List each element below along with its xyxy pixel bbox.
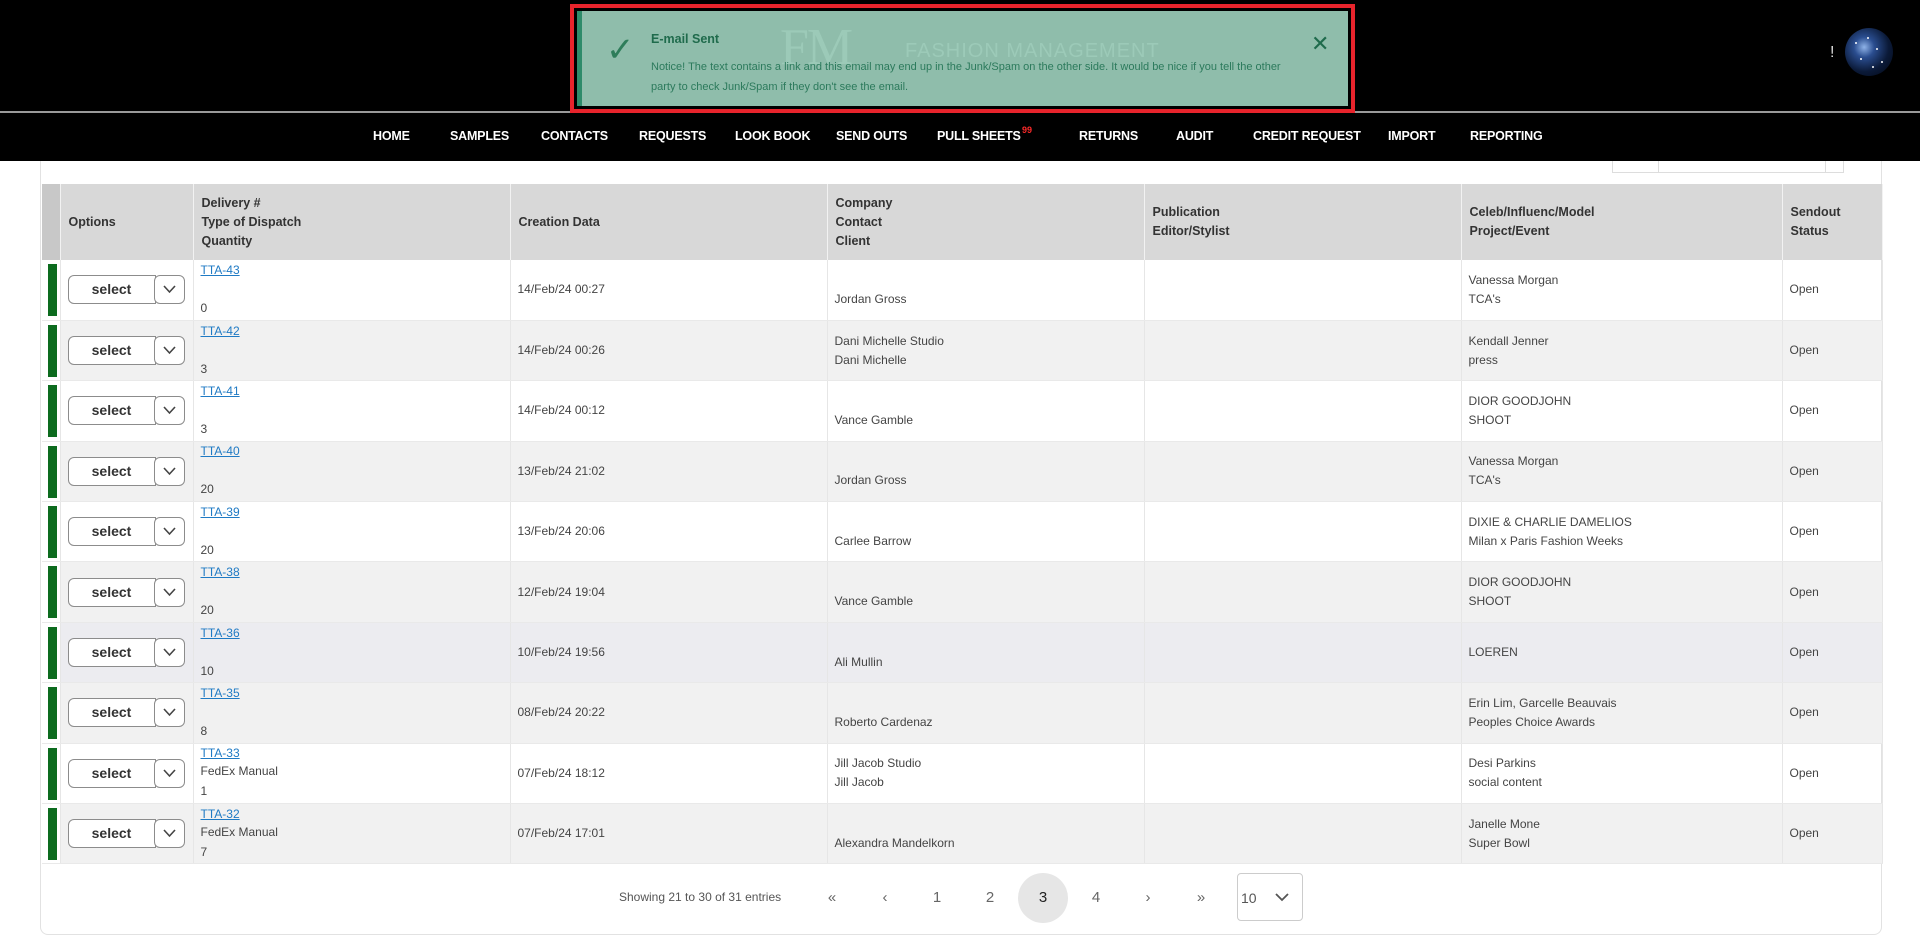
table-row	[42, 743, 1882, 803]
check-icon: ✓	[606, 31, 635, 69]
celeb-cell	[1461, 381, 1782, 441]
select-dropdown-button[interactable]	[154, 819, 185, 848]
sendout-status-cell: Open	[1782, 441, 1882, 501]
row-marker	[42, 743, 60, 803]
delivery-link[interactable]: TTA-42	[200, 323, 240, 338]
delivery-cell	[193, 381, 510, 441]
quantity: 3	[200, 361, 208, 376]
select-button[interactable]: select	[68, 578, 156, 607]
row-marker	[42, 622, 60, 682]
row-marker	[42, 260, 60, 320]
creation-date-cell: 08/Feb/24 20:22	[510, 683, 827, 743]
options-cell	[60, 381, 193, 441]
sendout-status-cell: Open	[1782, 502, 1882, 562]
project-event: Peoples Choice Awards	[1468, 714, 1596, 729]
chevron-down-icon	[163, 769, 176, 778]
sendout-status-header[interactable]: Sendout Status	[1782, 184, 1882, 260]
celeb-name: Janelle Mone	[1468, 816, 1540, 831]
nav-home[interactable]: HOME	[373, 129, 410, 143]
nav-contacts[interactable]: CONTACTS	[541, 129, 608, 143]
delivery-cell	[193, 502, 510, 562]
creation-date-cell: 13/Feb/24 21:02	[510, 441, 827, 501]
company-cell	[827, 502, 1144, 562]
select-control	[68, 819, 188, 848]
chevron-down-icon	[163, 346, 176, 355]
project-event: TCA's	[1468, 473, 1501, 488]
publication-cell	[1144, 683, 1461, 743]
contact-name: Jordan Gross	[834, 473, 907, 488]
sendout-status-cell: Open	[1782, 683, 1882, 743]
select-button[interactable]: select	[68, 275, 156, 304]
nav-send-outs[interactable]: SEND OUTS	[836, 129, 908, 143]
options-cell	[60, 562, 193, 622]
row-status-marker	[48, 687, 57, 739]
sendout-status-cell: Open	[1782, 804, 1882, 864]
delivery-link[interactable]: TTA-33	[200, 746, 240, 761]
contact-name: Jordan Gross	[834, 291, 907, 306]
row-status-marker	[48, 385, 57, 437]
options-cell	[60, 622, 193, 682]
row-marker	[42, 683, 60, 743]
select-control	[68, 759, 188, 788]
select-control	[68, 457, 188, 486]
table-search-box[interactable]	[1612, 161, 1844, 173]
options-cell	[60, 441, 193, 501]
quantity: 20	[200, 603, 214, 618]
toast-message: Notice! The text contains a link and this email may end up in the Junk/Spam on the other side. It would be nice if you tell the other party to check Junk/Spam if they don't see the email.	[651, 61, 1281, 93]
table-header-row	[42, 184, 1882, 260]
delivery-header[interactable]: Delivery # Type of Dispatch Quantity	[193, 184, 510, 260]
creation-date-cell: 12/Feb/24 19:04	[510, 562, 827, 622]
celeb-cell	[1461, 804, 1782, 864]
quantity: 8	[200, 723, 208, 738]
nav-samples[interactable]: SAMPLES	[450, 129, 510, 143]
pagination	[0, 873, 1920, 923]
first-page-button[interactable]: «	[827, 889, 837, 906]
publication-cell	[1144, 441, 1461, 501]
select-dropdown-button[interactable]	[154, 396, 185, 425]
company-name: Dani Michelle Studio	[834, 333, 944, 348]
company-header[interactable]: Company Contact Client	[827, 184, 1144, 260]
sendout-status-cell: Open	[1782, 743, 1882, 803]
contact-name: Vance Gamble	[834, 412, 913, 427]
contact-name: Carlee Barrow	[834, 533, 912, 548]
quantity: 7	[200, 844, 208, 859]
select-button[interactable]: select	[68, 698, 156, 727]
last-page-button[interactable]: »	[1196, 889, 1206, 906]
dispatch-type: FedEx Manual	[200, 764, 278, 779]
table-row	[42, 683, 1882, 743]
options-cell	[60, 260, 193, 320]
delivery-link[interactable]: TTA-40	[200, 444, 240, 459]
quantity: 20	[200, 542, 214, 557]
delivery-cell	[193, 804, 510, 864]
celeb-name: Vanessa Morgan	[1468, 454, 1559, 469]
table-row	[42, 502, 1882, 562]
select-dropdown-button[interactable]	[154, 638, 185, 667]
sendout-status-cell: Open	[1782, 320, 1882, 380]
company-name: Jill Jacob Studio	[834, 756, 922, 771]
celeb-name: Vanessa Morgan	[1468, 272, 1559, 287]
quantity: 20	[200, 482, 214, 497]
user-avatar[interactable]	[1845, 28, 1893, 76]
celeb-cell	[1461, 683, 1782, 743]
select-control	[68, 698, 188, 727]
project-event: Super Bowl	[1468, 835, 1530, 850]
company-cell	[827, 622, 1144, 682]
select-button[interactable]: select	[68, 638, 156, 667]
celeb-name: Erin Lim, Garcelle Beauvais	[1468, 695, 1617, 710]
delivery-cell	[193, 441, 510, 501]
nav-requests[interactable]: REQUESTS	[639, 129, 707, 143]
company-cell	[827, 804, 1144, 864]
main-nav	[0, 113, 1920, 161]
row-marker	[42, 320, 60, 380]
celeb-name: DIOR GOODJOHN	[1468, 393, 1572, 408]
row-status-marker	[48, 446, 57, 498]
celeb-header[interactable]: Celeb/Influenc/Model Project/Event	[1461, 184, 1782, 260]
company-cell	[827, 381, 1144, 441]
publication-cell	[1144, 502, 1461, 562]
project-event: SHOOT	[1468, 594, 1512, 609]
select-control	[68, 336, 188, 365]
toast-title: E-mail Sent	[651, 32, 720, 46]
creation-date-cell: 07/Feb/24 17:01	[510, 804, 827, 864]
company-cell	[827, 260, 1144, 320]
delivery-cell	[193, 562, 510, 622]
select-button[interactable]: select	[68, 759, 156, 788]
page-1-button[interactable]: 1	[932, 889, 942, 906]
nav-returns[interactable]: RETURNS	[1079, 129, 1139, 143]
select-dropdown-button[interactable]	[154, 698, 185, 727]
chevron-down-icon	[163, 648, 176, 657]
publication-cell	[1144, 381, 1461, 441]
options-cell	[60, 502, 193, 562]
row-status-marker	[48, 325, 57, 377]
contact-name: Ali Mullin	[834, 654, 883, 669]
project-event: SHOOT	[1468, 412, 1512, 427]
delivery-cell	[193, 260, 510, 320]
entries-info: Showing 21 to 30 of 31 entries	[619, 890, 782, 904]
next-page-button[interactable]: ›	[1145, 889, 1151, 906]
contact-name: Roberto Cardenaz	[834, 714, 933, 729]
select-control	[68, 396, 188, 425]
dispatch-type: FedEx Manual	[200, 824, 278, 839]
quantity: 1	[200, 784, 208, 799]
delivery-link[interactable]: TTA-39	[200, 504, 240, 519]
table-row	[42, 381, 1882, 441]
project-event: TCA's	[1468, 291, 1501, 306]
publication-cell	[1144, 622, 1461, 682]
select-button[interactable]: select	[68, 819, 156, 848]
quantity: 3	[200, 421, 208, 436]
contact-name: Alexandra Mandelkorn	[834, 835, 955, 850]
celeb-cell	[1461, 260, 1782, 320]
table-row	[42, 441, 1882, 501]
creation-date-cell: 10/Feb/24 19:56	[510, 622, 827, 682]
table-row	[42, 804, 1882, 864]
company-cell	[827, 562, 1144, 622]
delivery-link[interactable]: TTA-36	[200, 625, 240, 640]
nav-import[interactable]: IMPORT	[1388, 129, 1436, 143]
row-marker	[42, 804, 60, 864]
page-2-button[interactable]: 2	[985, 889, 995, 906]
select-button[interactable]: select	[68, 457, 156, 486]
creation-data-header[interactable]: Creation Data	[510, 184, 827, 260]
chevron-down-icon	[163, 406, 176, 415]
row-status-marker	[48, 264, 57, 316]
creation-date-cell: 07/Feb/24 18:12	[510, 743, 827, 803]
table-row	[42, 562, 1882, 622]
options-cell	[60, 683, 193, 743]
table-row	[42, 320, 1882, 380]
select-dropdown-button[interactable]	[154, 517, 185, 546]
select-control	[68, 275, 188, 304]
select-control	[68, 578, 188, 607]
publication-cell	[1144, 804, 1461, 864]
celeb-cell	[1461, 743, 1782, 803]
select-dropdown-button[interactable]	[154, 457, 185, 486]
row-marker	[42, 441, 60, 501]
publication-cell	[1144, 743, 1461, 803]
email-sent-toast	[577, 11, 1348, 106]
table-row	[42, 260, 1882, 320]
row-status-marker	[48, 748, 57, 800]
select-button[interactable]: select	[68, 517, 156, 546]
company-cell	[827, 320, 1144, 380]
celeb-cell	[1461, 320, 1782, 380]
delivery-cell	[193, 320, 510, 380]
delivery-link[interactable]: TTA-43	[200, 262, 240, 277]
delivery-cell	[193, 683, 510, 743]
celeb-name: DIOR GOODJOHN	[1468, 575, 1572, 590]
row-status-marker	[48, 506, 57, 558]
creation-date-cell: 13/Feb/24 20:06	[510, 502, 827, 562]
row-marker	[42, 502, 60, 562]
delivery-cell	[193, 622, 510, 682]
chevron-down-icon	[163, 527, 176, 536]
row-status-marker	[48, 627, 57, 679]
publication-cell	[1144, 562, 1461, 622]
celeb-name: Kendall Jenner	[1468, 333, 1549, 348]
row-marker	[42, 381, 60, 441]
publication-cell	[1144, 260, 1461, 320]
chevron-down-icon	[1275, 893, 1289, 902]
sendout-status-cell: Open	[1782, 622, 1882, 682]
select-control	[68, 638, 188, 667]
project-event: press	[1468, 352, 1498, 367]
pull-sheets-badge: 99	[1022, 125, 1033, 135]
page-size-value: 10	[1241, 890, 1257, 906]
row-status-marker	[48, 566, 57, 618]
publication-header[interactable]: Publication Editor/Stylist	[1144, 184, 1461, 260]
row-marker	[42, 562, 60, 622]
creation-date-cell: 14/Feb/24 00:27	[510, 260, 827, 320]
options-cell	[60, 804, 193, 864]
celeb-name: LOEREN	[1468, 644, 1518, 659]
celeb-cell	[1461, 622, 1782, 682]
chevron-down-icon	[163, 829, 176, 838]
delivery-link[interactable]: TTA-41	[200, 383, 240, 398]
creation-date-cell: 14/Feb/24 00:12	[510, 381, 827, 441]
prev-page-button[interactable]: ‹	[882, 889, 888, 906]
page-4-button[interactable]: 4	[1091, 889, 1101, 906]
select-control	[68, 517, 188, 546]
project-event: social content	[1468, 775, 1542, 790]
celeb-cell	[1461, 441, 1782, 501]
delivery-cell	[193, 743, 510, 803]
company-cell	[827, 743, 1144, 803]
celeb-name: DIXIE & CHARLIE DAMELIOS	[1468, 514, 1632, 529]
nav-credit-request[interactable]: CREDIT REQUEST	[1253, 129, 1361, 143]
celeb-name: Desi Parkins	[1468, 756, 1536, 771]
nav-pull-sheets[interactable]: PULL SHEETS	[937, 129, 1021, 143]
options-header: Options	[60, 184, 193, 260]
nav-reporting[interactable]: REPORTING	[1470, 129, 1543, 143]
chevron-down-icon	[163, 708, 176, 717]
row-marker-header	[42, 184, 60, 260]
contact-name: Dani Michelle	[834, 352, 907, 367]
sendout-status-cell: Open	[1782, 260, 1882, 320]
select-button[interactable]: select	[68, 336, 156, 365]
select-dropdown-button[interactable]	[154, 578, 185, 607]
page-size-select[interactable]	[1237, 873, 1303, 921]
creation-date-cell: 14/Feb/24 00:26	[510, 320, 827, 380]
options-cell	[60, 743, 193, 803]
chevron-down-icon	[163, 588, 176, 597]
delivery-link[interactable]: TTA-38	[200, 565, 240, 580]
select-dropdown-button[interactable]	[154, 759, 185, 788]
select-button[interactable]: select	[68, 396, 156, 425]
contact-name: Jill Jacob	[834, 775, 884, 790]
company-cell	[827, 683, 1144, 743]
publication-cell	[1144, 320, 1461, 380]
project-event: Milan x Paris Fashion Weeks	[1468, 533, 1623, 548]
contact-name: Vance Gamble	[834, 594, 913, 609]
celeb-cell	[1461, 502, 1782, 562]
sendout-status-cell: Open	[1782, 562, 1882, 622]
close-icon[interactable]: ✕	[1311, 31, 1330, 56]
quantity: 0	[200, 300, 208, 315]
row-status-marker	[48, 808, 57, 860]
celeb-cell	[1461, 562, 1782, 622]
select-dropdown-button[interactable]	[154, 336, 185, 365]
chevron-down-icon	[163, 285, 176, 294]
sendout-status-cell: Open	[1782, 381, 1882, 441]
delivery-link[interactable]: TTA-35	[200, 685, 240, 700]
delivery-link[interactable]: TTA-32	[200, 806, 240, 821]
quantity: 10	[200, 663, 214, 678]
nav-look-book[interactable]: LOOK BOOK	[735, 129, 811, 143]
page-3-button[interactable]: 3	[1018, 873, 1068, 923]
sendouts-table	[42, 184, 1883, 864]
company-cell	[827, 441, 1144, 501]
user-menu-indicator[interactable]: !	[1830, 44, 1835, 61]
nav-audit[interactable]: AUDIT	[1176, 129, 1214, 143]
options-cell	[60, 320, 193, 380]
chevron-down-icon	[163, 467, 176, 476]
table-row	[42, 622, 1882, 682]
select-dropdown-button[interactable]	[154, 275, 185, 304]
